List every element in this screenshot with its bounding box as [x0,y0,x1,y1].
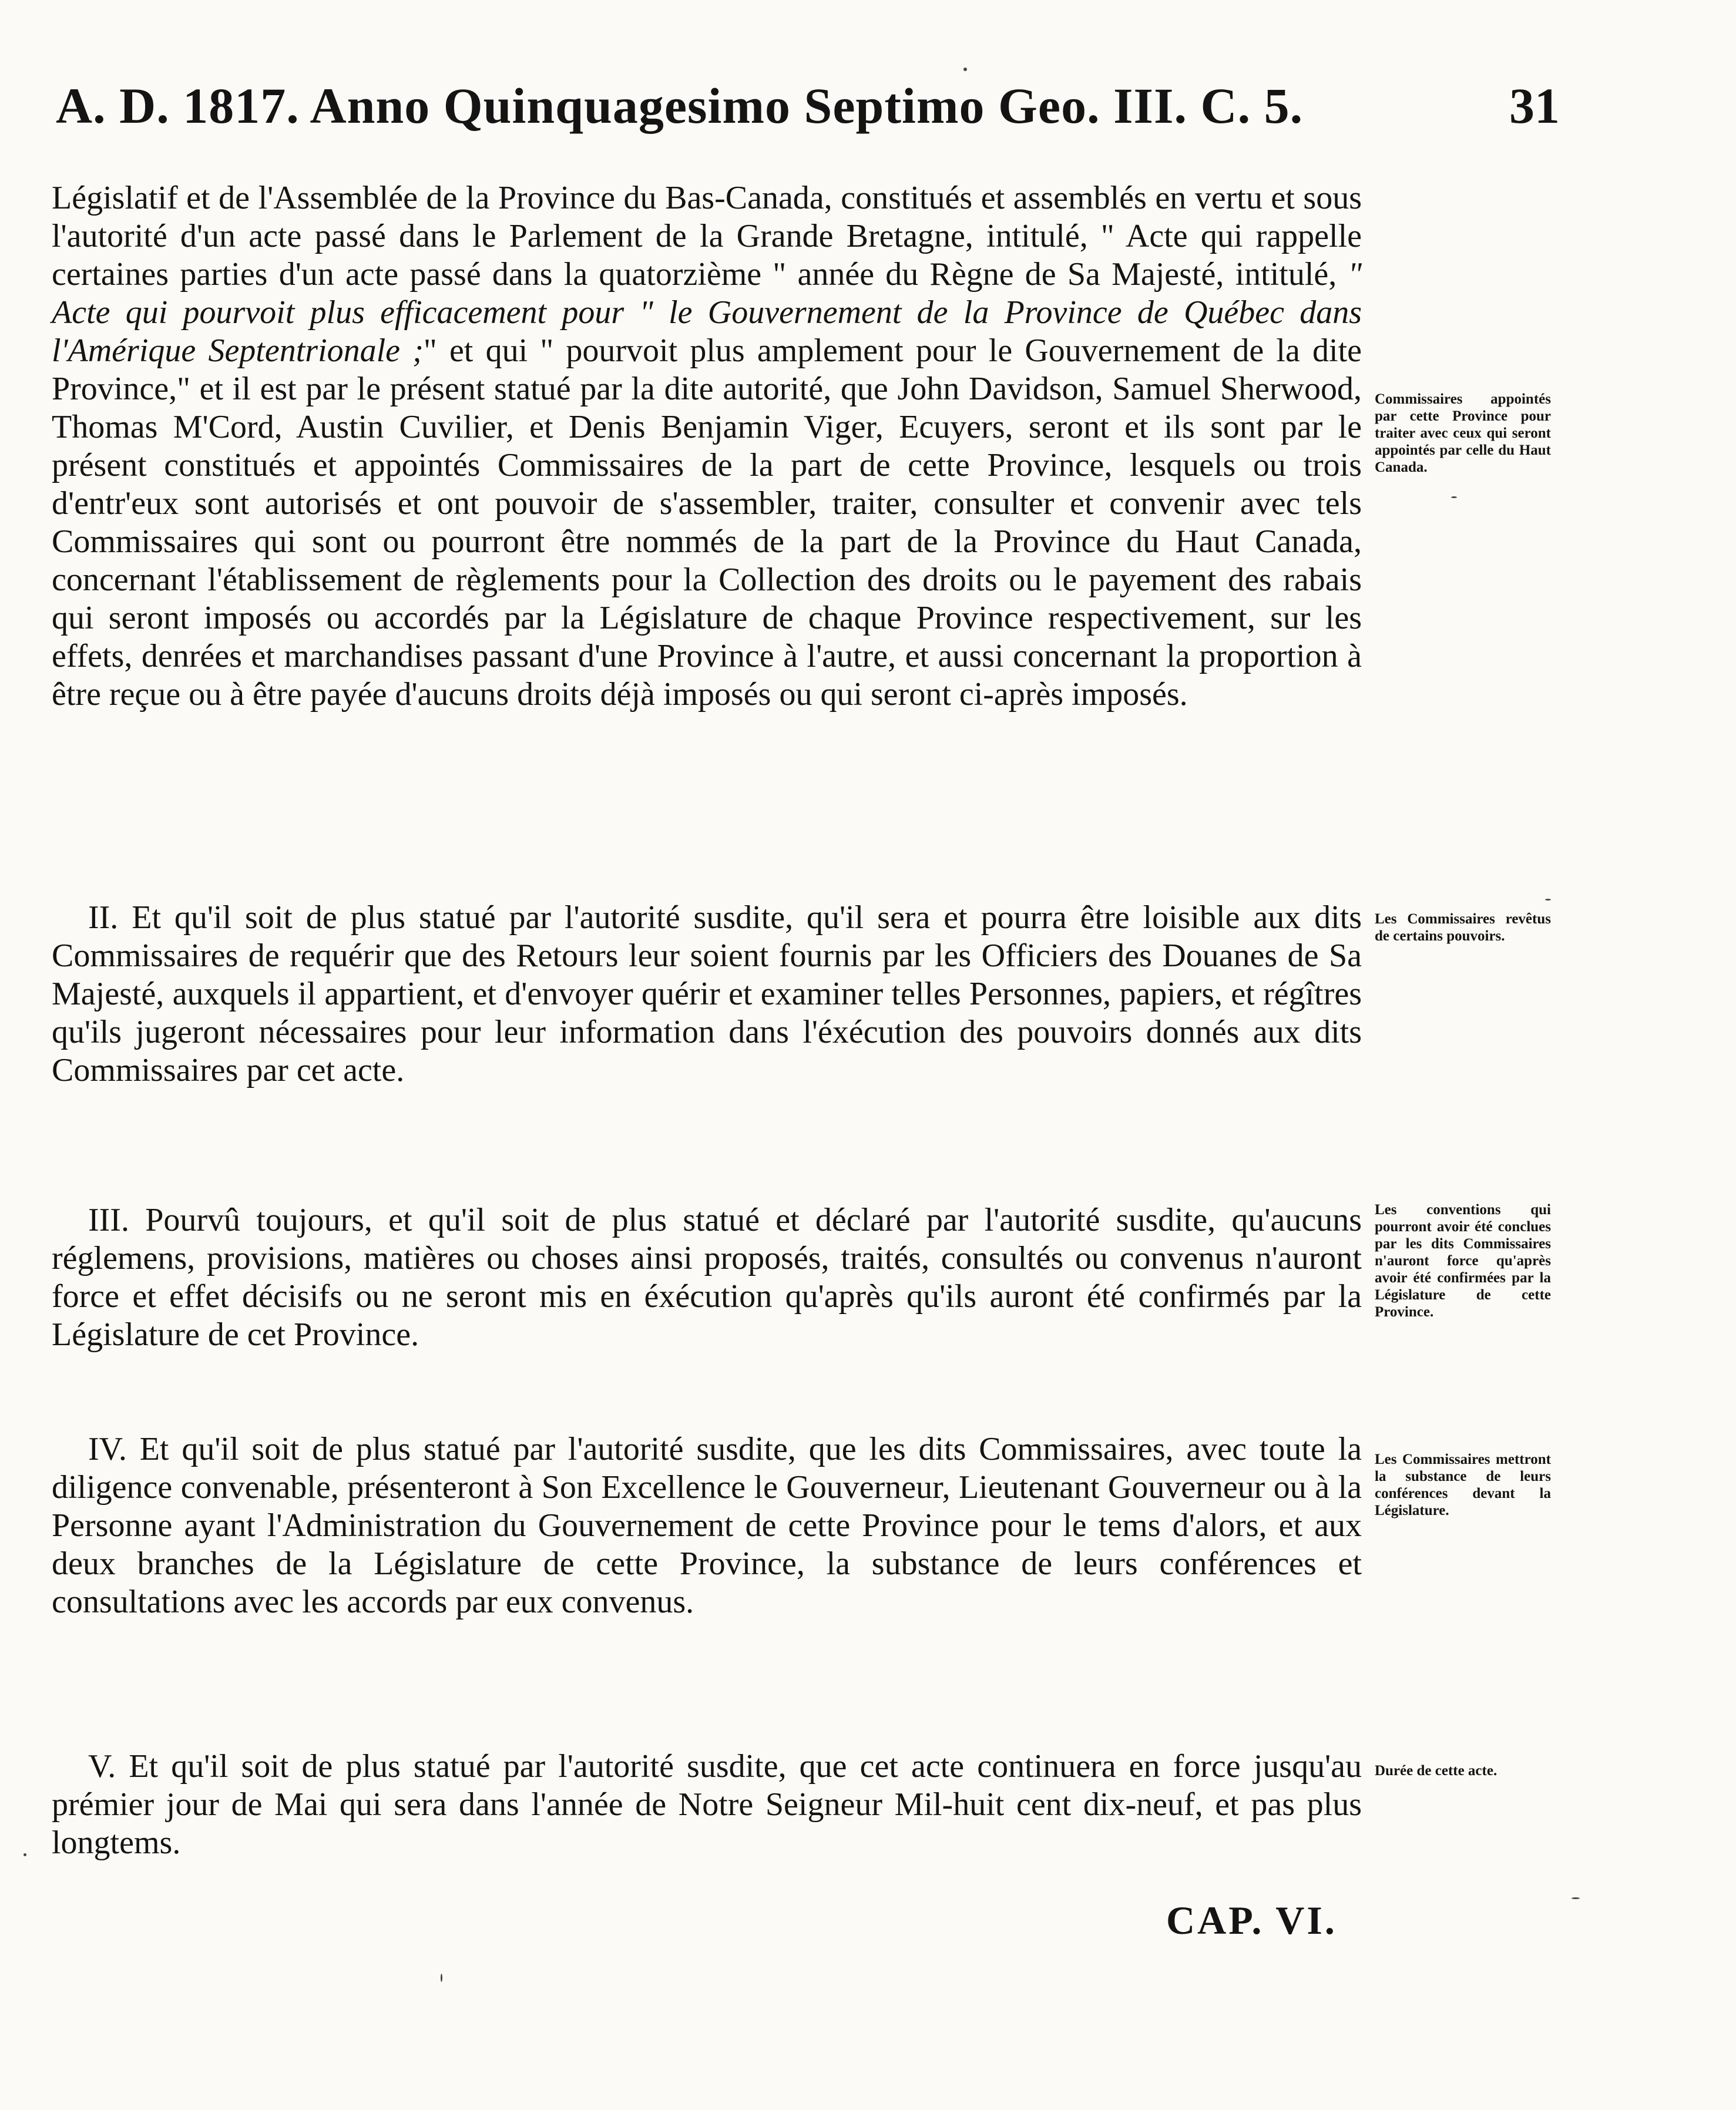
running-head: A. D. 1817. Anno Quinquagesimo Septimo Geo. III. C. 5. [56,78,1304,134]
margin-note-1: Commissaires appointés par cette Province pour traiter avec ceux qui seront appointés par celle du Haut Canada. [1375,391,1551,475]
margin-note-2: Les Commissaires revêtus de certains pouvoirs. [1375,911,1551,944]
section-2 [52,899,1362,1090]
scan-speck [963,68,967,71]
paragraph-1-text-start: Législatif et de l'Assemblée de la Province du Bas-Canada, constitués et assemblés en vertu et sous l'autorité d'un acte passé dans le Parlement de la Grande Bretagne, intitulé, " Acte qui rappelle certaines parties d'un acte passé dans la quatorzième " année du Règne de Sa Majesté, intitulé, [52,180,1362,293]
section-3 [52,1201,1362,1354]
section-5 [52,1748,1362,1862]
margin-note-3: Les conventions qui pourront avoir été conclues par les dits Commissaires n'auront force qu'après avoir été confirmées par la Législature de cette Province. [1375,1202,1551,1320]
page-header [56,76,1560,141]
section-5-label: V. [88,1748,116,1785]
scan-speck [1545,899,1551,901]
section-2-label: II. [88,899,119,936]
page-number: 31 [1509,78,1560,134]
paragraph-1 [52,179,1362,714]
paragraph-1-text-end: " et qui " pourvoit plus amplement pour le Gouvernement de la dite Province," et il est par le présent statué par la dite autorité, que John Davidson, Samuel Sherwood, Thomas M'Cord, Austin Cuvilier, et Denis Benjamin Viger, Ecuyers, seront et ils sont par le présent constitués et appointés Commissaires de la part de cette Province, lesquels ou trois d'entr'eux sont autorisés et ont pouvoir de s'assembler, traiter, consulter et convenir avec tels Commissaires qui sont ou pourront être nommés de la part de la Province du Haut Canada, concernant l'établissement de règlements pour la Collection des droits ou le payement des rabais qui seront imposés ou accordés par la Législature de chaque Province respectivement, sur les effets, denrées et marchandises passant d'une Province à l'autre, et aussi concernant la proportion à être reçue ou à être payée d'aucuns droits déjà imposés ou qui seront ci-après imposés. [52,332,1362,713]
section-4-label: IV. [88,1431,127,1467]
scan-speck [441,1974,442,1982]
next-chapter-heading: CAP. VI. [1166,1898,1337,1943]
section-2-text: Et qu'il soit de plus statué par l'autorité susdite, qu'il sera et pourra être loisible aux dits Commissaires de requérir que des Retours leur soient fournis par les Officiers des Douanes de Sa Majesté, auxquels il appartient, et d'envoyer quérir et examiner telles Personnes, papiers, et régîtres qu'ils jugeront nécessaires pour leur information dans l'éxécution des pouvoirs donnés aux dits Commissaires par cet acte. [52,899,1362,1088]
margin-note-5: Durée de cette acte. [1375,1763,1497,1779]
section-4 [52,1430,1362,1621]
scan-speck [1451,496,1457,498]
scan-speck [23,1853,26,1856]
margin-note-4: Les Commissaires mettront la substance de leurs conférences devant la Législature. [1375,1452,1551,1518]
section-3-text: Pourvû toujours, et qu'il soit de plus statué et déclaré par l'autorité susdite, qu'aucuns réglemens, provisions, matières ou choses ainsi proposés, traités, consultés ou convenus n'auront force et effet décisifs ou ne seront mis en éxécution qu'après qu'ils auront été confirmés par la Législature de cet Province. [52,1202,1362,1353]
section-3-label: III. [88,1202,129,1238]
section-4-text: Et qu'il soit de plus statué par l'autorité susdite, que les dits Commissaires, avec toute la diligence convenable, présenteront à Son Excellence le Gouverneur, Lieutenant Gouverneur ou à la Personne ayant l'Administration du Gouvernement de cette Province pour le tems d'alors, et aux deux branches de la Législature de cette Province, la substance de leurs conférences et consultations avec les accords par eux convenus. [52,1431,1362,1620]
scan-speck [1572,1897,1580,1899]
section-5-text: Et qu'il soit de plus statué par l'autorité susdite, que cet acte continuera en force jusqu'au prémier jour de Mai qui sera dans l'année de Notre Seigneur Mil-huit cent dix-neuf, et pas plus longtems. [52,1748,1362,1861]
paragraph-1-italic-title: " Acte qui pourvoit plus efficacement pour " le Gouvernement de la Province de Québec dans l'Amérique Septentrionale ; [52,256,1362,369]
